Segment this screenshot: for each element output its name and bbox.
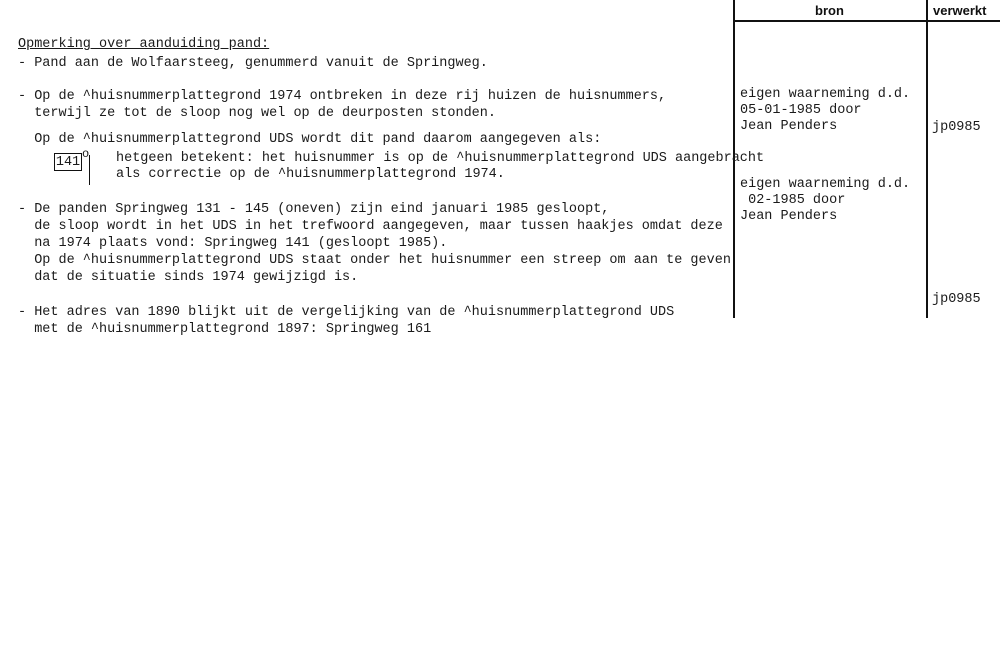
- remark-line-3: terwijl ze tot de sloop nog wel op de deurposten stonden.: [18, 106, 496, 121]
- remark-line-8: de sloop wordt in het UDS in het trefwoord aangegeven, maar tussen haakjes omdat deze: [18, 219, 723, 234]
- source-2-line-1: eigen waarneming d.d.: [740, 177, 911, 192]
- processed-mark-1: jp0985: [932, 120, 981, 135]
- remark-line-10: Op de ^huisnummerplattegrond UDS staat onder het huisnummer een streep om aan te geven: [18, 253, 731, 268]
- remark-heading: Opmerking over aanduiding pand:: [18, 37, 270, 52]
- house-number-bar: [89, 155, 90, 185]
- header-bottom-rule: [733, 20, 1000, 22]
- remark-line-13: met de ^huisnummerplattegrond 1897: Springweg 161: [18, 322, 432, 337]
- source-1-line-3: Jean Penders: [740, 119, 838, 134]
- house-number-superscript: o: [82, 147, 90, 161]
- remark-line-2: - Op de ^huisnummerplattegrond 1974 ontbreken in deze rij huizen de huisnummers,: [18, 89, 667, 104]
- remark-line-4: Op de ^huisnummerplattegrond UDS wordt dit pand daarom aangegeven als:: [18, 132, 602, 147]
- remark-line-1: - Pand aan de Wolfaarsteeg, genummerd vanuit de Springweg.: [18, 56, 488, 71]
- source-1-line-2: 05-01-1985 door: [740, 103, 862, 118]
- remark-line-7: - De panden Springweg 131 - 145 (oneven) zijn eind januari 1985 gesloopt,: [18, 202, 610, 217]
- remark-line-5: hetgeen betekent: het huisnummer is op de ^huisnummerplattegrond UDS aangebracht: [116, 151, 765, 166]
- bron-column-right-rule: [926, 0, 928, 318]
- house-number-box: 141: [55, 155, 81, 170]
- remark-line-12: - Het adres van 1890 blijkt uit de vergelijking van de ^huisnummerplattegrond UDS: [18, 305, 675, 320]
- processed-mark-2: jp0985: [932, 292, 981, 307]
- source-2-line-3: Jean Penders: [740, 209, 838, 224]
- verwerkt-column-header: verwerkt: [933, 3, 987, 18]
- remark-line-6: als correctie op de ^huisnummerplattegrond 1974.: [116, 167, 505, 182]
- source-2-line-2: 02-1985 door: [740, 193, 846, 208]
- bron-column-header: bron: [815, 3, 844, 18]
- source-1-line-1: eigen waarneming d.d.: [740, 87, 911, 102]
- remark-line-11: dat de situatie sinds 1974 gewijzigd is.: [18, 270, 359, 285]
- remark-line-9: na 1974 plaats vond: Springweg 141 (gesloopt 1985).: [18, 236, 448, 251]
